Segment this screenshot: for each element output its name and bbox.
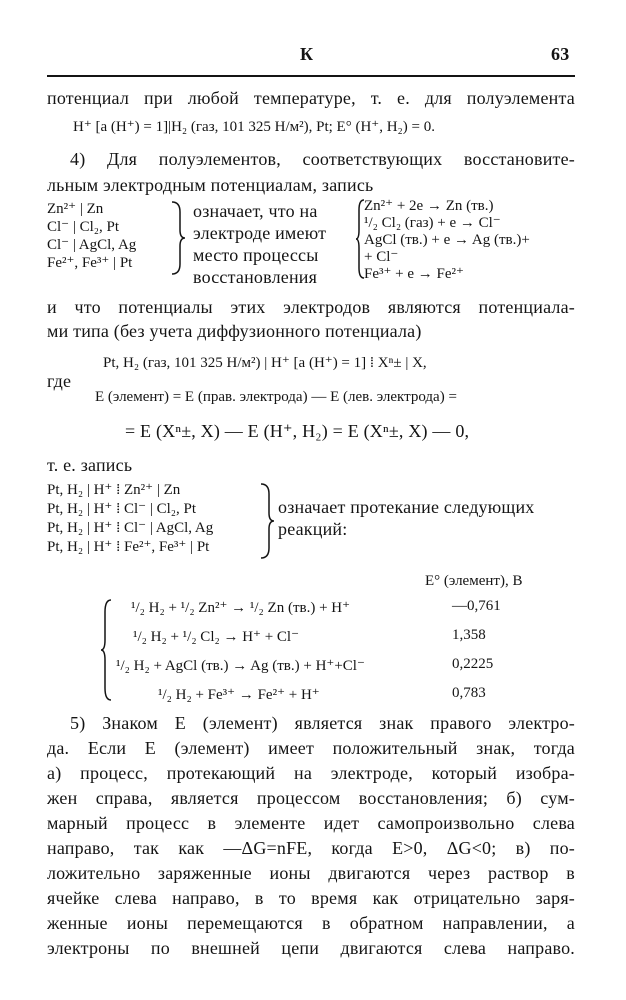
half-cell-meaning <box>193 200 326 288</box>
page-number: 63 <box>551 44 570 64</box>
half-cell: Cl⁻ | Cl₂, Pt <box>47 219 120 235</box>
section-5-line: а) процесс, протекающий на электроде, который изобра- <box>47 763 575 783</box>
text-line: ми типа (без учета диффузионного потенциала) <box>47 321 422 341</box>
potential-value: 0,783 <box>452 685 486 701</box>
reaction-row: ¹/₂ H₂ + AgCl (тв.) → Ag (тв.) + H⁺+Cl⁻ <box>116 658 365 674</box>
half-cell: Fe²⁺, Fe³⁺ | Pt <box>47 255 133 271</box>
half-cell-list <box>47 200 136 272</box>
text-line: электроде имеют <box>193 223 327 243</box>
section-5-line: электроны по внешней цепи двигаются слева направо. <box>47 938 575 958</box>
text-line: реакций: <box>278 519 348 539</box>
running-head-letter: К <box>300 44 314 64</box>
cell-formula: Pt, H₂ (газ, 101 325 Н/м²) | H⁺ [a (H⁺) = 1] ⁞ Xⁿ± | X, <box>103 355 427 371</box>
reaction: AgCl (тв.) + e → Ag (тв.)+ <box>364 232 530 248</box>
equation: = E (Xⁿ±, X) — E (H⁺, H₂) = E (Xⁿ±, X) — 0, <box>125 421 470 441</box>
cell: Pt, H₂ | H⁺ ⁞ Zn²⁺ | Zn <box>47 482 181 498</box>
reaction: Zn²⁺ + 2e → Zn (тв.) <box>364 198 494 214</box>
reaction-row: ¹/₂ H₂ + ¹/₂ Zn²⁺ → ¹/₂ Zn (тв.) + H⁺ <box>131 600 351 616</box>
section-5-line: 5) Знаком E (элемент) является знак правого электро- <box>70 713 575 733</box>
text-line: потенциал при любой температуре, т. е. для полуэлемента <box>47 88 575 108</box>
section-5-line: ячейке слева направо, в то время как отрицательно заря- <box>47 888 575 908</box>
section-5-line: жен справа, является процессом восстановления; б) сум- <box>47 788 575 808</box>
left-brace-icon <box>100 598 112 702</box>
text-line: означает, что на <box>193 201 318 221</box>
cells-meaning <box>278 496 535 540</box>
section-5-line: да. Если E (элемент) имеет положительный знак, тогда <box>47 738 575 758</box>
section-4-line: 4) Для полуэлементов, соответствующих восстановите- <box>70 149 575 169</box>
reaction: + Cl⁻ <box>364 249 399 265</box>
right-brace-icon <box>170 200 186 276</box>
right-brace-icon <box>259 482 275 560</box>
reduction-reactions <box>364 198 530 283</box>
text-line: где <box>47 371 72 391</box>
reaction: Fe³⁺ + e → Fe²⁺ <box>364 266 464 282</box>
cell-list <box>47 481 213 557</box>
equation: E (элемент) = E (прав. электрода) — E (лев. электрода) = <box>95 389 457 405</box>
reaction-row: ¹/₂ H₂ + ¹/₂ Cl₂ → H⁺ + Cl⁻ <box>133 629 300 645</box>
text-line: и что потенциалы этих электродов являются потенциала- <box>47 297 575 317</box>
table-header: E° (элемент), В <box>425 573 523 589</box>
text-line: означает протекание следующих <box>278 497 535 517</box>
hydrogen-electrode-formula: H⁺ [a (H⁺) = 1]|H₂ (газ, 101 325 Н/м²), Pt; E° (H⁺, H₂) = 0. <box>73 119 435 135</box>
cell: Pt, H₂ | H⁺ ⁞ Cl⁻ | AgCl, Ag <box>47 520 214 536</box>
section-5-line: женные ионы перемещаются в обратном направлении, а <box>47 913 575 933</box>
potential-value: 0,2225 <box>452 656 494 672</box>
half-cell: Cl⁻ | AgCl, Ag <box>47 237 137 253</box>
text-line: т. е. запись <box>47 455 133 475</box>
reaction-row: ¹/₂ H₂ + Fe³⁺ → Fe²⁺ + H⁺ <box>158 687 320 703</box>
text-line: место процессы <box>193 245 319 265</box>
section-5-line: направо, так как —ΔG=nFE, когда E>0, ΔG<0; в) по- <box>47 838 575 858</box>
header-rule <box>47 75 575 77</box>
half-cell: Zn²⁺ | Zn <box>47 201 104 217</box>
text-line: восстановления <box>193 267 318 287</box>
potential-value: 1,358 <box>452 627 486 643</box>
cell: Pt, H₂ | H⁺ ⁞ Fe²⁺, Fe³⁺ | Pt <box>47 539 210 555</box>
section-5-line: марный процесс в элементе идет самопроизвольно слева <box>47 813 575 833</box>
section-5-line: ложительно заряженные ионы двигаются через раствор в <box>47 863 575 883</box>
cell: Pt, H₂ | H⁺ ⁞ Cl⁻ | Cl₂, Pt <box>47 501 196 517</box>
potential-value: —0,761 <box>452 598 501 614</box>
reaction: ¹/₂ Cl₂ (газ) + e → Cl⁻ <box>364 215 501 231</box>
section-4-line: льным электродным потенциалам, запись <box>47 175 374 195</box>
